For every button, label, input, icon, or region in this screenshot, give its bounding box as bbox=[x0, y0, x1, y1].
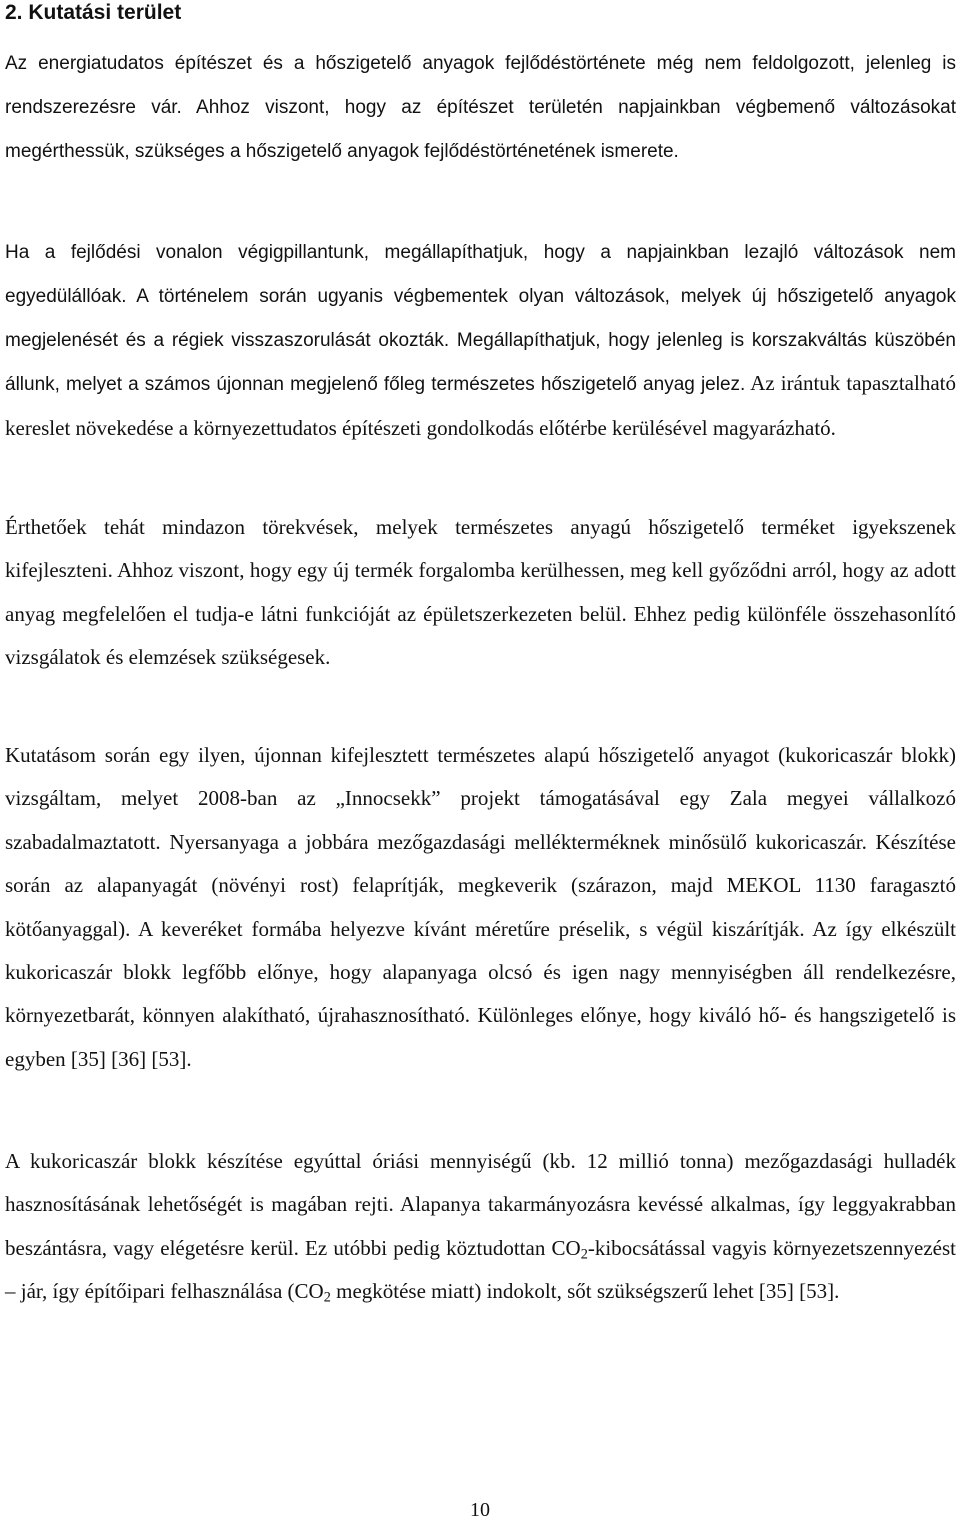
paragraph-4: Kutatásom során egy ilyen, újonnan kifejlesztett természetes alapú hőszigetelő anyagot (kukoricaszár blokk) vizsgáltam, melyet 2008-ban az „Innocsekk” projekt támogatásával egy Zala megyei vállalkozó szabadalmaztatott. Nyersanyaga a jobbára mezőgazdasági mellékterméknek minősülő kukoricaszár. Készítése során az alapanyagát (növényi rost) felaprítják, megkeverik (szárazon, majd MEKOL 1130 faragasztó kötőanyaggal). A keveréket formába helyezve kívánt méretűre préselik, s végül kiszárítják. Az így elkészült kukoricaszár blokk legfőbb előnye, hogy alapanyaga olcsó és igen nagy mennyiségben áll rendelkezésre, környezetbarát, könnyen alakítható, újrahasznosítható. Különleges előnye, hogy kiváló hő- és hangszigetelő is egyben [35] [36] [53]. bbox=[5, 743, 956, 1071]
paragraph-5-part-1: A kukoricaszár blokk készítése egyúttal óriási mennyiségű (kb. 12 millió tonna) mezőgazdasági hulladék hasznosításának lehetőségét is magában rejti. Alapanya takarmányozásra kevéssé alkalmas, így leggyakrabban beszántásra, vagy elégetésre kerül. Ez utóbbi pedig köztudottan CO bbox=[5, 1149, 956, 1260]
paragraph-5-part-3: megkötése miatt) indokolt, sőt szükségszerű lehet [35] [53]. bbox=[330, 1279, 840, 1304]
paragraph-1: Az energiatudatos építészet és a hőszigetelő anyagok fejlődéstörténete még nem feldolgozott, jelenleg is rendszerezésre vár. Ahhoz viszont, hogy az építészet területén napjainkban végbemenő változásokat megérthessük, szükséges a hőszigetelő anyagok fejlődéstörténetének ismerete. bbox=[5, 53, 956, 162]
paragraph-3 bbox=[5, 506, 956, 680]
paragraph-3-lead: Érthetőek tehát mindazon törekvések, melyek természetes anyagú hőszigetelő terméket igyekszenek kifejleszteni. bbox=[5, 515, 956, 583]
paragraph-2-tail: Az irántuk tapasztalható kereslet növekedése a környezettudatos építészeti gondolkodás előtérbe kerülésével magyarázható. bbox=[5, 371, 956, 441]
section-heading: 2. Kutatási terület bbox=[5, 1, 182, 24]
co2-subscript-2: 2 bbox=[323, 1289, 331, 1306]
co2-subscript-1: 2 bbox=[580, 1246, 588, 1263]
paragraph-5-part-2: -kibocsátással vagyis környezetszennyezést – jár, így építőipari felhasználása (CO bbox=[5, 1235, 956, 1304]
paragraph-3-body: Ahhoz viszont, hogy egy új termék forgalomba kerülhessen, meg kell győződni arról, hogy az adott anyag megfelelően el tudja-e látni funkcióját az épületszerkezeten belül. Ehhez pedig különféle összehasonlító vizsgálatok és elemzések szükségesek. bbox=[5, 558, 956, 670]
paragraph-2-main: Ha a fejlődési vonalon végigpillantunk, megállapíthatjuk, hogy a napjainkban lezajló változások nem egyedülállóak. A történelem során ugyanis végbementek olyan változások, melyek új hőszigetelő anyagok megjelenését és a régiek visszaszorulását okozták. Megállapíthatjuk, hogy jelenleg is korszakváltás küszöbén állunk, melyet a számos újonnan megjelenő főleg természetes hőszigetelő anyag jelez. bbox=[5, 242, 956, 396]
paragraph-2 bbox=[5, 231, 956, 452]
paragraph-5 bbox=[5, 1140, 956, 1314]
page-number: 10 bbox=[470, 1499, 490, 1521]
